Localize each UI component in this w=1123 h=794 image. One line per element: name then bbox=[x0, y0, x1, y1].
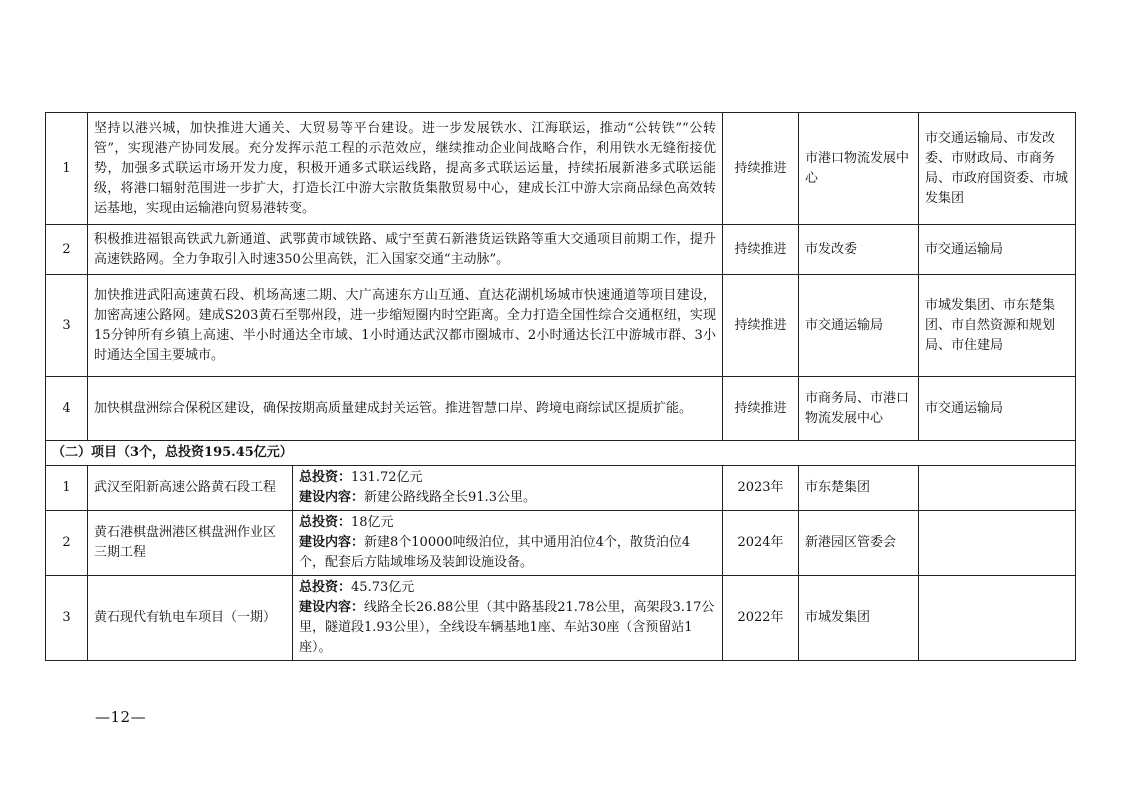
project-partner-units bbox=[919, 466, 1076, 511]
task-number: 2 bbox=[46, 225, 88, 275]
project-details bbox=[293, 511, 723, 576]
task-timeline: 持续推进 bbox=[723, 113, 799, 225]
task-row-2 bbox=[46, 225, 1076, 275]
investment-label: 总投资： bbox=[299, 470, 352, 485]
project-content: 新建8个10000吨级泊位，其中通用泊位4个，散货泊位4个，配套后方陆域堆场及装卸设施设备。 bbox=[299, 535, 691, 570]
investment-label: 总投资： bbox=[299, 515, 352, 530]
project-name: 黄石港棋盘洲港区棋盘洲作业区三期工程 bbox=[88, 511, 293, 576]
project-lead-unit: 市东楚集团 bbox=[799, 466, 919, 511]
project-row-2 bbox=[46, 511, 1076, 576]
task-content: 坚持以港兴城，加快推进大通关、大贸易等平台建设。进一步发展铁水、江海联运，推动“公转铁”“公转管”，实现港产协同发展。充分发挥示范工程的示范效应，继续推动企业间战略合作，利用铁水无缝衔接优势，加强多式联运市场开发力度，积极开通多式联运线路，提高多式联运运量，持续拓展新港多式联运能级，将港口辐射范围进一步扩大，打造长江中游大宗散货集散贸易中心，建成长江中游大宗商品绿色高效转运基地，实现由运输港向贸易港转变。 bbox=[88, 113, 723, 225]
project-year: 2023年 bbox=[723, 466, 799, 511]
project-number: 2 bbox=[46, 511, 88, 576]
project-year: 2024年 bbox=[723, 511, 799, 576]
project-table bbox=[45, 112, 1076, 661]
project-details bbox=[293, 576, 723, 661]
task-row-3 bbox=[46, 275, 1076, 377]
project-details bbox=[293, 466, 723, 511]
project-partner-units bbox=[919, 576, 1076, 661]
project-number: 1 bbox=[46, 466, 88, 511]
project-lead-unit: 新港园区管委会 bbox=[799, 511, 919, 576]
task-row-1 bbox=[46, 113, 1076, 225]
content-label: 建设内容： bbox=[299, 490, 365, 505]
task-lead-unit: 市商务局、市港口物流发展中心 bbox=[799, 377, 919, 441]
project-row-3 bbox=[46, 576, 1076, 661]
task-timeline: 持续推进 bbox=[723, 225, 799, 275]
task-row-4 bbox=[46, 377, 1076, 441]
project-row-1 bbox=[46, 466, 1076, 511]
project-content: 新建公路线路全长91.3公里。 bbox=[364, 490, 536, 505]
project-investment: 131.72亿元 bbox=[351, 470, 423, 485]
task-number: 3 bbox=[46, 275, 88, 377]
project-year: 2022年 bbox=[723, 576, 799, 661]
content-label: 建设内容： bbox=[299, 535, 365, 550]
content-label: 建设内容： bbox=[299, 600, 365, 615]
project-name: 黄石现代有轨电车项目（一期） bbox=[88, 576, 293, 661]
section-title: （二）项目（3个，总投资195.45亿元） bbox=[46, 441, 1076, 466]
task-number: 4 bbox=[46, 377, 88, 441]
task-lead-unit: 市交通运输局 bbox=[799, 275, 919, 377]
task-timeline: 持续推进 bbox=[723, 377, 799, 441]
project-lead-unit: 市城发集团 bbox=[799, 576, 919, 661]
task-partner-units: 市交通运输局 bbox=[919, 225, 1076, 275]
task-lead-unit: 市发改委 bbox=[799, 225, 919, 275]
project-investment: 45.73亿元 bbox=[351, 580, 415, 595]
task-timeline: 持续推进 bbox=[723, 275, 799, 377]
project-content: 线路全长26.88公里（其中路基段21.78公里，高架段3.17公里，隧道段1.93公里），全线设车辆基地1座、车站30座（含预留站1座）。 bbox=[299, 600, 715, 655]
task-content: 加快推进武阳高速黄石段、机场高速二期、大广高速东方山互通、直达花湖机场城市快速通道等项目建设，加密高速公路网。建成S203黄石至鄂州段，进一步缩短圈内时空距离。全力打造全国性综合交通枢纽，实现15分钟所有乡镇上高速、半小时通达全市域、1小时通达武汉都市圈城市、2小时通达长江中游城市群、3小时通达全国主要城市。 bbox=[88, 275, 723, 377]
task-lead-unit: 市港口物流发展中心 bbox=[799, 113, 919, 225]
task-partner-units: 市城发集团、市东楚集团、市自然资源和规划局、市住建局 bbox=[919, 275, 1076, 377]
project-partner-units bbox=[919, 511, 1076, 576]
task-partner-units: 市交通运输局 bbox=[919, 377, 1076, 441]
project-name: 武汉至阳新高速公路黄石段工程 bbox=[88, 466, 293, 511]
project-investment: 18亿元 bbox=[351, 515, 394, 530]
investment-label: 总投资： bbox=[299, 580, 352, 595]
project-number: 3 bbox=[46, 576, 88, 661]
section-header-row bbox=[46, 441, 1076, 466]
task-content: 积极推进福银高铁武九新通道、武鄂黄市域铁路、咸宁至黄石新港货运铁路等重大交通项目前期工作，提升高速铁路网。全力争取引入时速350公里高铁，汇入国家交通“主动脉”。 bbox=[88, 225, 723, 275]
task-partner-units: 市交通运输局、市发改委、市财政局、市商务局、市政府国资委、市城发集团 bbox=[919, 113, 1076, 225]
task-content: 加快棋盘洲综合保税区建设，确保按期高质量建成封关运管。推进智慧口岸、跨境电商综试区提质扩能。 bbox=[88, 377, 723, 441]
task-number: 1 bbox=[46, 113, 88, 225]
page-number: —12— bbox=[95, 708, 147, 726]
